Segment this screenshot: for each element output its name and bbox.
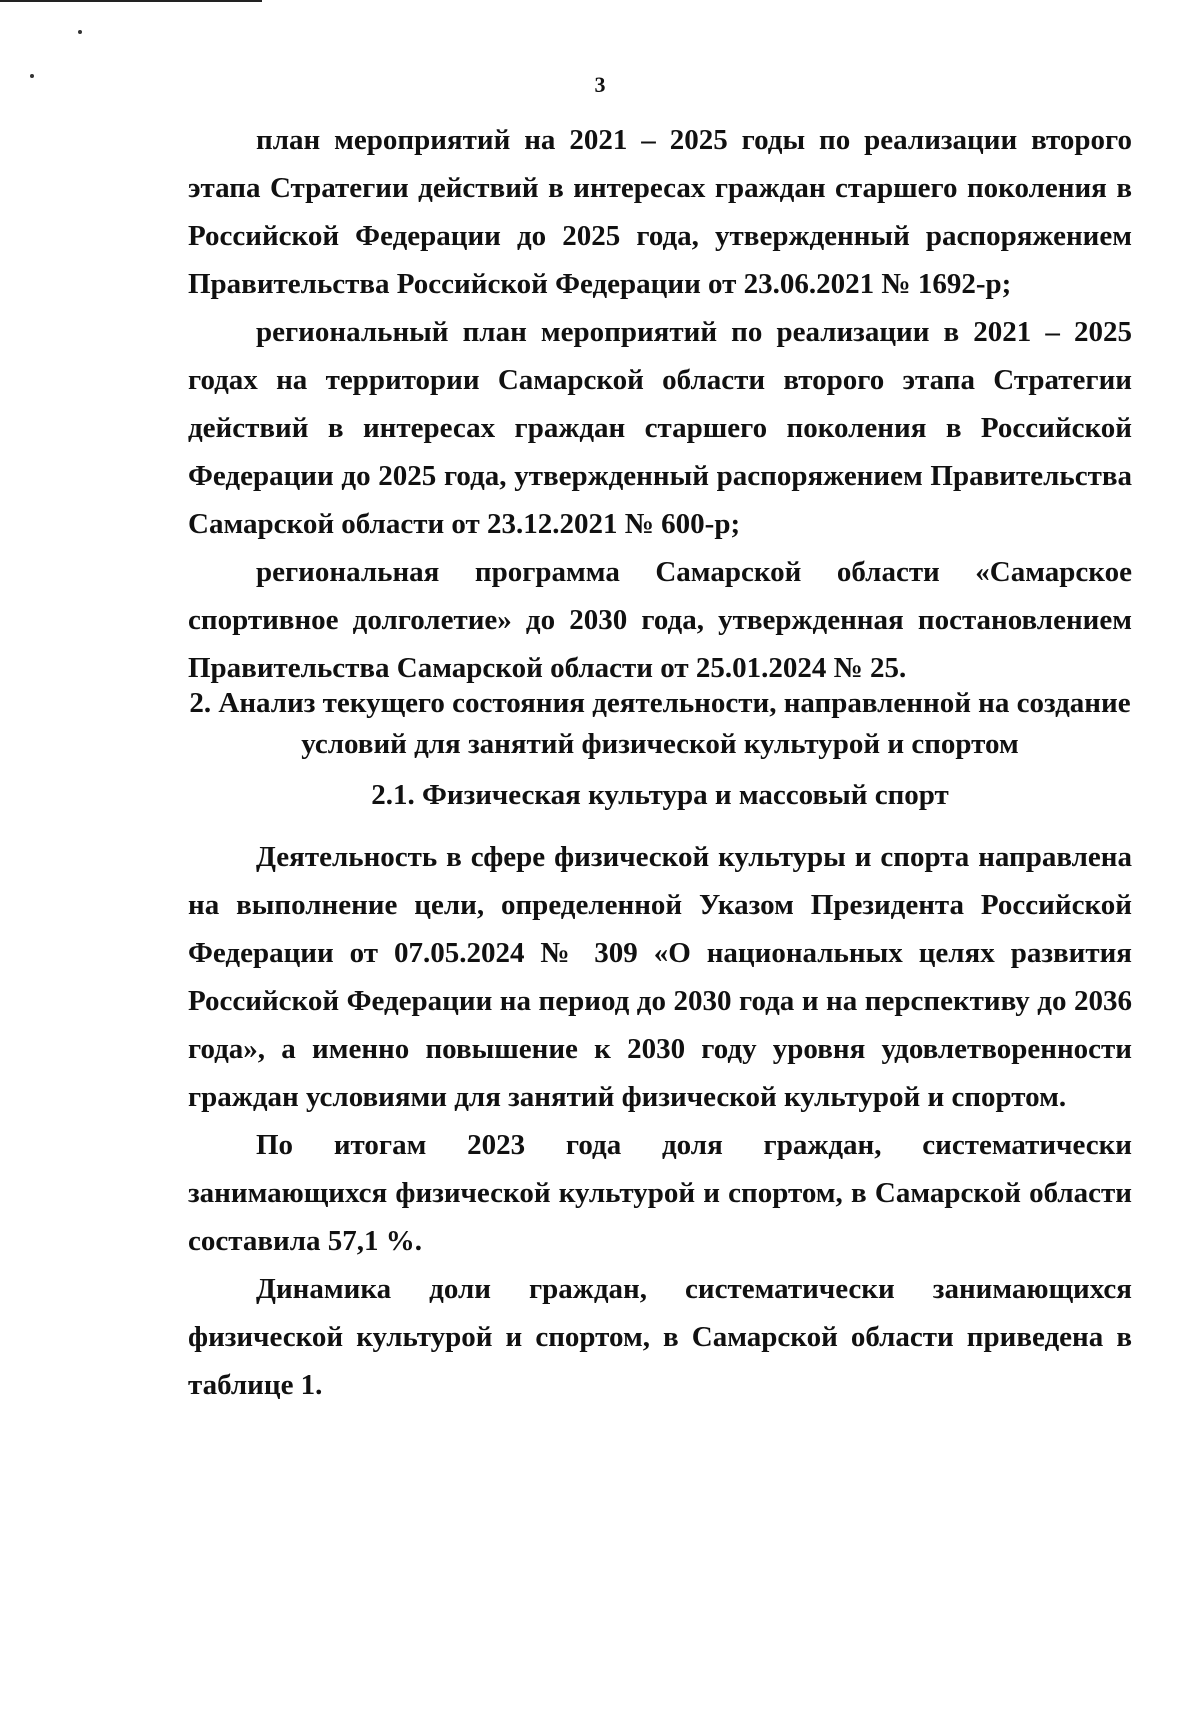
paragraph-dynamics-table-ref: Динамика доли граждан, систематически занимающихся физической культурой и спортом, в Самарской области приведена в таблице 1. [188, 1273, 1132, 1401]
section-heading-line-1: 2. Анализ текущего состояния деятельности, направленной на создание [189, 687, 1131, 719]
scan-edge-line [0, 0, 262, 2]
section-heading [188, 683, 1132, 765]
subsection-heading [188, 775, 1132, 816]
subsection-title: 2.1. Физическая культура и массовый спорт [371, 779, 949, 811]
page-number: 3 [594, 72, 606, 97]
section2-text [188, 833, 1132, 1409]
section1-text [188, 116, 1132, 692]
section-heading-line-2: условий для занятий физической культурой и спортом [301, 728, 1019, 760]
paragraph-2023-results: По итогам 2023 года доля граждан, систематически занимающихся физической культурой и спортом, в Самарской области составила 57,1 %. [188, 1129, 1132, 1257]
paragraph-regional-action-plan: региональный план мероприятий по реализации в 2021 – 2025 годах на территории Самарской области второго этапа Стратегии действий в интересах граждан старшего поколения в Российской Федерации до 2025 года, утвержденный распоряжением Правительства Самарской области от 23.12.2021 № 600-р; [188, 316, 1132, 540]
paragraph-action-plan-federal: план мероприятий на 2021 – 2025 годы по реализации второго этапа Стратегии действий в интересах граждан старшего поколения в Российской Федерации до 2025 года, утвержденный распоряжением Правительства Российской Федерации от 23.06.2021 № 1692-р; [188, 124, 1132, 300]
paragraph-regional-program: региональная программа Самарской области «Самарское спортивное долголетие» до 2030 года, утвержденная постановлением Правительства Самарской области от 25.01.2024 № 25. [188, 556, 1132, 684]
scan-speck [78, 30, 82, 34]
paragraph-activity-goal: Деятельность в сфере физической культуры и спорта направлена на выполнение цели, определенной Указом Президента Российской Федерации от 07.05.2024 № 309 «О национальных целях развития Российской Федерации на период до 2030 года и на перспективу до 2036 года», а именно повышение к 2030 году уровня удовлетворенности граждан условиями для занятий физической культурой и спортом. [188, 841, 1132, 1113]
